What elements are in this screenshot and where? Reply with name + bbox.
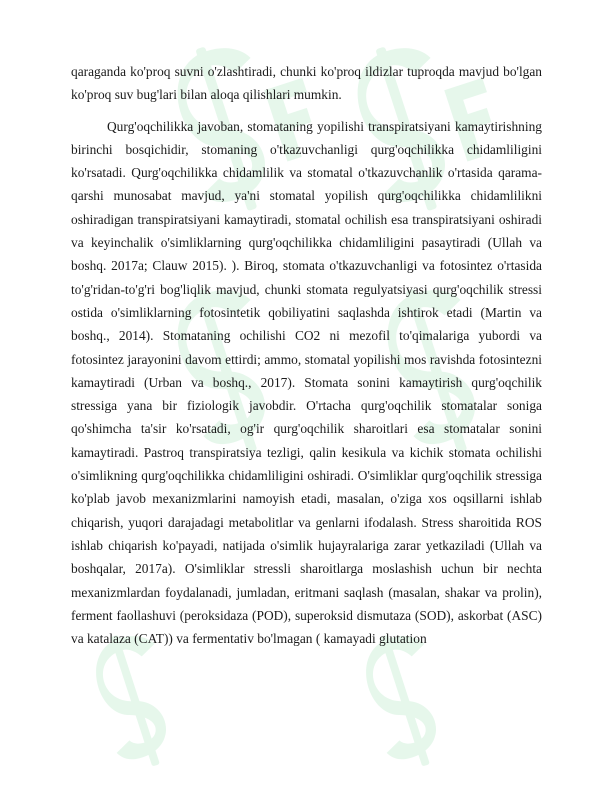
body-text <box>71 60 542 650</box>
paragraph: qaraganda ko'proq suvni o'zlashtiradi, chunki ko'proq ildizlar tuproqda mavjud bo'lgan ko'proq suv bug'lari bilan aloqa qilishlari mumkin. <box>71 64 542 103</box>
paragraph: Qurg'oqchilikka javoban, stomataning yopilishi transpiratsiyani kamaytirishning birinchi bosqichidir, stomaning o'tkazuvchanligi qurg'oqchilikka chidamliligini ko'rsatadi. Qurg'oqchilikka chidamlilik va stomatal o'tkazuvchanlik o'rtasida qarama-qarshi munosabat mavjud, ya'ni stomatal yopilish qurg'oqchilikka chidamlilikni oshiradigan transpiratsiyani kamaytiradi, stomatal ochilish esa transpiratsiyani oshiradi va keyinchalik o'simliklarning qurg'oqchilikka chidamliligini pasaytiradi (Ullah va boshq. 2017a; Clauw 2015). ). Biroq, stomata o'tkazuvchanligi va fotosintez o'rtasida to'g'ridan-to'g'ri bog'liqlik mavjud, chunki stomata regulyatsiyasi qurg'oqchilik stressi ostida o'simliklarning fotosintetik qobiliyatini saqlashda ishtirok etadi (Martin va boshq., 2014). Stomataning ochilishi CO2 ni mezofil to'qimalariga yubordi va fotosintez jarayonini davom ettirdi; ammo, stomatal yopilishi mos ravishda fotosintezni kamaytiradi (Urban va boshq., 2017). Stomata sonini kamaytirish qurg'oqchilik stressiga yana bir fiziologik javobdir. O'rtacha qurg'oqchilik stomatalar soniga qo'shimcha ta'sir ko'rsatadi, og'ir qurg'oqchilik sharoitlari esa stomatalar sonini kamaytiradi. Pastroq transpiratsiya tezligi, qalin kesikula va kichik stomata ochilishi o'simlikning qurg'oqchilikka chidamliligini oshiradi. O'simliklar qurg'oqchilik stressiga ko'plab javob mexanizmlarini namoyish etadi, masalan, o'ziga xos oqsillarni ishlab chiqarish, yuqori darajadagi metabolitlar va genlarni ifodalash. Stress sharoitida ROS ishlab chiqarish ko'payadi, natijada o'simlik hujayralariga zarar yetkaziladi (Ullah va boshqalar, 2017a). O'simliklar stressli sharoitlarga moslashish uchun bir nechta mexanizmlardan foydalanadi, jumladan, eritmani saqlash (masalan, shakar va prolin), ferment faollashuvi (peroksidaza (POD), superoksid dismutaza (SOD), askorbat (ASC) va katalaza (CAT)) va fermentativ bo'lmagan ( kamayadi glutation <box>71 118 542 647</box>
